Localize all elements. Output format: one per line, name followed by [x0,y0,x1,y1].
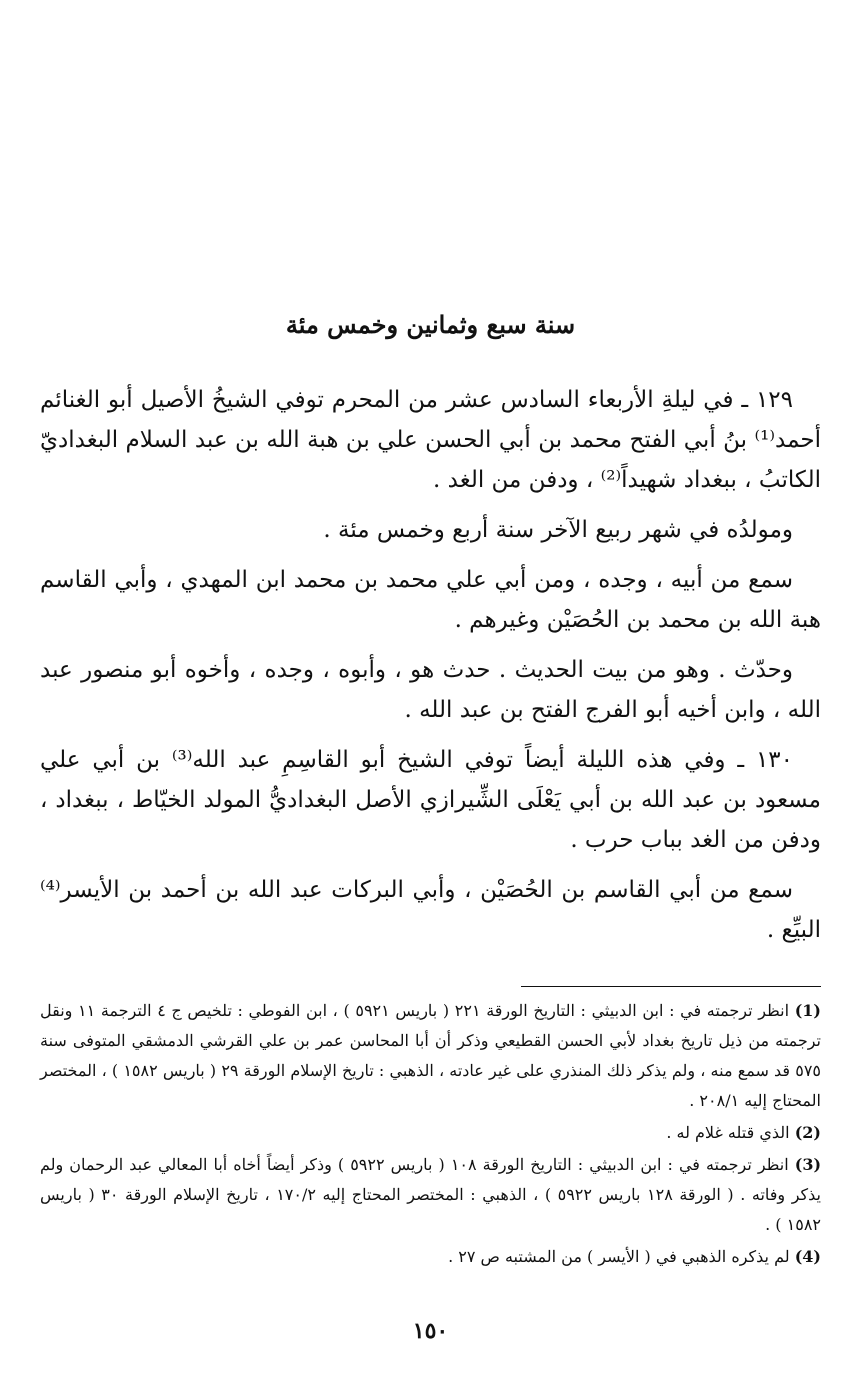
footnotes [40,996,821,1274]
footnote-text: انظر ترجمته في : ابن الدبيثي : التاريخ الورقة ٢٢١ ( باريس ٥٩٢١ ) ، ابن الفوطي : تلخيص ج ٤ الترجمة ١١ ونقل ترجمته من ذيل تاريخ بغداد لأبي الحسن القطيعي وذكر أن أبا المحاسن عمر بن علي القرشي الدمشقي المتوفى سنة ٥٧٥ قد سمع منه ، ولم يذكر ذلك المنذري على غير عادته ، الذهبي : تاريخ الإسلام الورقة ٢٩ ( باريس ١٥٨٢ ) ، المختصر المحتاج إليه ٢٠٨/١ . [40,1001,822,1110]
footnote-number: (1) [794,1001,821,1020]
main-text [40,380,821,960]
section-title: سنة سبع وثمانين وخمس مئة [285,310,576,339]
footnote-number: (3) [794,1155,822,1174]
paragraph-entry-130: ١٣٠ ـ وفي هذه الليلة أيضاً توفي الشيخ أبو القاسِمِ عبد الله⁽³⁾ بن أبي علي مسعود بن عبد الله بن أبي يَعْلَى الشِّيرازي الأصل البغداديُّ المولد الخيّاط ، ببغداد ، ودفن من الغد بباب حرب . [40,747,821,853]
footnote-3 [40,1150,821,1240]
footnote-number: (2) [794,1123,821,1142]
paragraph-teachers: سمع من أبيه ، وجده ، ومن أبي علي محمد بن محمد ابن المهدي ، وأبي القاسم هبة الله بن محمد بن الحُصَيْن وغيرهم . [40,567,821,633]
footnote-text: انظر ترجمته في : ابن الدبيثي : التاريخ الورقة ١٠٨ ( باريس ٥٩٢٢ ) وذكر أيضاً أخاه أبا المعالي عبد الرحمان ولم يذكر وفاته . ( الورقة ١٢٨ باريس ٥٩٢٢ ) ، الذهبي : المختصر المحتاج إليه ١٧٠/٢ ، تاريخ الإسلام الورقة ٣٠ ( باريس ١٥٨٢ ) . [40,1155,821,1234]
paragraph-teachers-2: سمع من أبي القاسم بن الحُصَيْن ، وأبي البركات عبد الله بن أحمد بن الأيسر⁽⁴⁾ البيِّع . [40,877,821,943]
footnote-text: الذي قتله غلام له . [666,1123,790,1142]
footnote-2 [40,1118,821,1148]
page-number: ١٥٠ [412,1318,449,1344]
footnote-divider [521,986,821,987]
footnote-4 [40,1242,821,1272]
footnote-text: لم يذكره الذهبي في ( الأيسر ) من المشتبه ص ٢٧ . [448,1247,790,1266]
paragraph-entry-129: ١٢٩ ـ في ليلةِ الأربعاء السادس عشر من المحرم توفي الشيخُ الأصيل أبو الغنائم أحمد⁽¹⁾ بنُ أبي الفتح محمد بن أبي الحسن علي بن هبة الله بن عبد السلام البغداديّ الكاتبُ ، ببغداد شهيداً⁽²⁾ ، ودفن من الغد . [40,387,821,493]
paragraph-narration: وحدّث . وهو من بيت الحديث . حدث هو ، وأبوه ، وجده ، وأخوه أبو منصور عبد الله ، وابن أخيه أبو الفرج الفتح بن عبد الله . [40,657,821,723]
footnote-number: (4) [794,1247,821,1266]
paragraph-birth: ومولدُه في شهر ربيع الآخر سنة أربع وخمس مئة . [323,517,793,543]
footnote-1 [40,996,821,1116]
